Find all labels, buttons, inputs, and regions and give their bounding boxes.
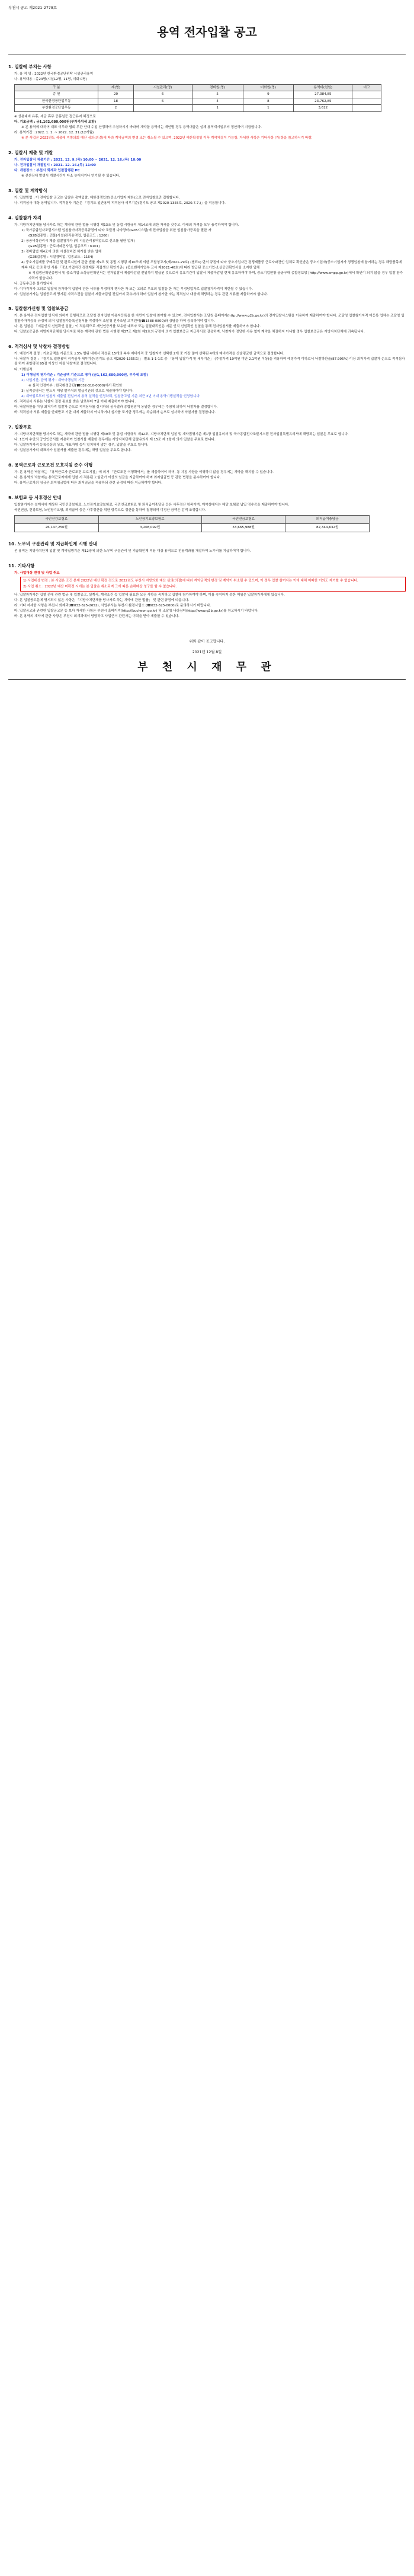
table-header: 비고 xyxy=(352,84,381,91)
personnel-table xyxy=(14,84,381,112)
table-header: 퇴직급여충당금 xyxy=(285,516,370,524)
table-cell: 5 xyxy=(192,91,243,98)
s3-line: 가. 입찰방법 : 이 전자입찰 공고는 입찰은 총액입찰, 제한경쟁입찰(중소기업자 제한)으로 전자입찰로만 집행합니다. xyxy=(14,196,180,200)
table-header: 경비원(명) xyxy=(192,84,243,91)
s11-line: 2) 사업 취소 : 2022년 예산 미확정 시에는 본 입찰은 취소되며 그에 따른 손해배상 청구를 할 수 없습니다. xyxy=(23,584,177,589)
section-1-title: 1. 입찰에 부치는 사항 xyxy=(8,64,52,69)
section-9 xyxy=(8,494,406,533)
s6-line: 마. 낙찰하한율 이상 최저가격 입찰자 순으로 적격심사를 실시하되 심사결과 종합평점이 동일한 경우에는 추첨에 의하여 낙찰자를 결정합니다. xyxy=(14,405,218,410)
table-row xyxy=(15,91,381,98)
s11-line: 가. 사업대상 변경 및 사업 취소 xyxy=(14,571,60,575)
section-11-title: 11. 기타사항 xyxy=(8,562,35,568)
table-cell xyxy=(352,98,381,105)
section-10 xyxy=(8,541,406,554)
table-cell: 4 xyxy=(192,98,243,105)
table-cell: 82,344,632원 xyxy=(285,524,370,532)
s5-line: 다. 입찰보증금은 지방자치단체를 당사자로 하는 계약에 관한 법률 시행령 제37조 제2항 제5호의 규정에 의거 입찰보증금 지급각서로 갈음하며, 낙찰자가 정당한 사유 없이 계약을 체결하지 아니할 경우 입찰보증금은 지방자치단체에 귀속됩니다. xyxy=(14,330,365,334)
s6-line: 1) 이행실적 평가기준 : 기준금액 기준으로 평가 (금1,162,680,000원, 부가세 포함) xyxy=(21,373,148,377)
s8-line: 다. 용역근로자의 임금은 최저임금법에 따른 최저임금을 적용하되 관련 규정에 따라 지급하여야 합니다. xyxy=(14,481,163,485)
table-cell: 3,622 xyxy=(294,105,352,112)
s8-line: 나. 본 용역의 낙찰자는 용역근로자에게 입찰 시 적용된 노임단가 이상의 임금을 지급하여야 하며 최저임금법 등 관련 법령을 준수하여야 합니다. xyxy=(14,475,221,480)
section-2 xyxy=(8,149,406,179)
table-cell: 총 원 xyxy=(15,91,98,98)
section-4 xyxy=(8,215,406,298)
s4-line: 나. 공동수급은 불가합니다. xyxy=(14,282,54,286)
s1-line: 나. 용역내용 : 총23명(시설12명, 11명, 미화 0명) xyxy=(14,78,87,82)
section-4-title: 4. 입찰참가 자격 xyxy=(8,215,41,220)
s6-line: 다. 이행실적 xyxy=(14,367,33,372)
section-8 xyxy=(8,462,406,486)
s11-line: 라. 기타 자세한 사항은 부천시 회계과(☎032-625-2652), 사업부서는 부천시 환경사업소 (☎032-625-0000)로 문의하시기 바랍니다. xyxy=(14,603,211,608)
s4-line: (G2B업종명 : 근로자파견사업, 업종코드 : 6101) xyxy=(28,244,100,248)
table-cell xyxy=(352,105,381,112)
table-cell: 6 xyxy=(133,98,192,105)
table-cell xyxy=(133,105,192,112)
s4-line: (G2B업종명 : 시설경비업, 업종코드 : 1164) xyxy=(28,255,94,260)
table-row xyxy=(15,524,370,532)
section-7 xyxy=(8,424,406,453)
table-header: 계(명) xyxy=(98,84,133,91)
bottom-divider xyxy=(8,679,406,680)
s4-line: 다. 이자격자가 고의로 입찰에 참가하여 입찰에 관한 서류를 부정하게 행사한 자 또는 고의로 무효의 입찰을 한 자는 부정당업자로 입찰참가자격이 제한될 수 있습니다. xyxy=(14,287,253,291)
table-cell: 1 xyxy=(192,105,243,112)
section-6-title: 6. 적격심사 및 낙찰자 결정방법 xyxy=(8,343,70,349)
table-row xyxy=(15,105,381,112)
section-1 xyxy=(8,63,406,141)
s6-line: 나. 낙찰자 결정 : 「경기도 일반용역 적격심사 세부기준(경기도 공고 제2020-1355호)」 별표 1-1-1호 중 「용역 입찰가격 및 세부기준」 (추정가격 10억원 미만 2.1억원 이상)을 적용하여 예정가격 이하로서 낙찰하한율(87.995%) 이상 최저가격 입찰자 순으로 적격심사를 하여 종합평점 95점 이상인 자를 낙찰자로 결정합니다. xyxy=(14,357,405,366)
section-11 xyxy=(8,562,406,619)
s6-line: 바. 적격심사 서류 제출을 안내받고 기한 내에 제출하지 아니하거나 심사를 포기한 경우에는 차순위자 순으로 심사하여 낙찰자를 결정합니다. xyxy=(14,411,216,415)
s4-line: 4) 중소기업제품 구매촉진 및 판로지원에 관한 법률 제9조 및 동법 시행령 제10조에 의한 조달청고시(제2021-29호) (별표1) 단서 규정에 따라 중소기업자간 경쟁제품중 근로자파견인 업체로 확인받은 중소기업자(중소기업자가 경쟁입찰에 참여하는 경우 해당품목에 계속 제조 등의 확인 서류 「중소기업자간 경쟁제품 직접생산 확인기준」(중소벤처기업부 고시 제2021-46호)에 따라 발급된 중소기업·소상공인확인서를 소지한 업체 xyxy=(21,261,402,270)
notice-date: 2021년 12월 8일 xyxy=(192,650,222,655)
section-3 xyxy=(8,187,406,206)
s4-line: 2) 공공비상관리시 제출 입찰참가자 (위 시설관리용역업으로 신고를 필한 업체) xyxy=(21,239,135,243)
s11-line: 바. 본 용역의 계약에 관한 사항은 부천시 회계과에서 담당하고 사업근거 관련자는 이력을 받아 제출할 수 있습니다. xyxy=(14,615,179,618)
section-6 xyxy=(8,343,406,416)
s6-line: 라. 적격심사 서류는 낙찰자 결정 통보를 받은 날로부터 7일 이내 제출하여야 합니다. xyxy=(14,400,136,404)
s10-line: 본 용역은 지방자치단체 입찰 및 계약집행기준 제12장에 의한 노무비 구분관리 및 지급확인제 적용 대상 용역으로 전용계좌를 개설하여 노무비를 지급하여야 합니다. xyxy=(14,549,251,554)
service-period: 라. 용역기간 : 2022. 1. 1. ~ 2022. 12. 31.(12개월) xyxy=(14,131,94,135)
section-7-title: 7. 입찰무효 xyxy=(8,424,32,430)
s1-line: 가. 용 역 명 : 2022년 한국환경공단위탁 시설관리용역 xyxy=(14,72,94,76)
s4-line: 라. 입찰참가자는 입찰공고에 명시된 자격요건을 입찰서 제출마감일 전일까지 갖추어야 하며 입찰에 참가한 자는 적격심사 대상에 해당하는 경우 관련 서류를 제출하여야 합니다. xyxy=(14,292,268,296)
table-cell: 6 xyxy=(133,91,192,98)
section-5 xyxy=(8,305,406,334)
table-header: 시설관리(명) xyxy=(133,84,192,91)
s7-line: 라. 입찰참가자의 대표자가 입찰서를 제출한 경우에는 해당 입찰을 무효로 합니다. xyxy=(14,449,131,453)
table-cell: 26,147,256원 xyxy=(15,524,99,532)
table-cell: 23,762,85 xyxy=(294,98,352,105)
section-9-title: 9. 보험료 등 사후정산 안내 xyxy=(8,494,62,500)
table-cell: 9 xyxy=(243,91,294,98)
s6-line: 2) 사업기간, 금액 평가 : 계약이행실적 기간 xyxy=(21,378,85,382)
table-header: 국민연금보험료 xyxy=(201,516,285,524)
s3-line: 나. 적격심사 대상 용역입니다. 적격심사 기준은 「경기도 일반용역 적격심사 세부기준(경기도 공고 제2020-1355호, 2020.7.7.)」을 적용합니다. xyxy=(14,202,226,205)
s5-line: 나. 본 입찰은 「지문인식 신원확인 입찰」이 적용되므로 개인인증서를 보유한 대표자 또는 입찰대리인은 지문 인식 신원확인 입찰을 통해 전자입찰서를 제출하여야 합니다. xyxy=(14,325,261,329)
table-cell xyxy=(352,91,381,98)
s11-line: 나. 입찰참가자는 입찰 전에 관련 법규 및 입찰공고, 설계서, 계약조건 등 입찰에 필요한 모든 사항을 숙지하고 입찰에 참가하여야 하며, 이를 숙지하지 못한 책임은 입찰참가자에게 있습니다. xyxy=(14,593,285,597)
notice-number: 부천시 공고 제2021-2778호 xyxy=(8,5,57,10)
table-cell: 한국환경공단업무동 xyxy=(15,98,98,105)
table-cell: 20 xyxy=(98,91,133,98)
table-cell: 2 xyxy=(98,105,133,112)
s8-line: 가. 본 용역은 낙찰자는 「용역근로자 근로조건 보호지침」에 의거 「근로조건 이행확약서」를 제출하여야 하며, 동 지침 사항을 이행하지 않을 경우에는 계약을 해지할 수 있습니다. xyxy=(14,470,274,474)
base-amount: 다. 기초금액 : 금1,162,680,000원(부가가치세 포함) xyxy=(14,120,97,124)
insurance-table xyxy=(14,515,370,532)
s4-line: 1) 국가종합전자조달시스템 입찰참가자격등록규정에 따라 조달청 나라장터(G2B시스템)에 전자입찰을 위한 입찰참가등록을 필한 자 xyxy=(21,228,211,232)
section-8-title: 8. 용역근로자 근로조건 보호지침 준수 이행 xyxy=(8,462,93,468)
budget-warning: ※ 본 사업은 2022년도 세출에 지방의회 예산 심의(의결)에 따라 계약금액의 변경 또는 취소될 수 있으며, 2022년 예산확정일 이후 계약체결이 가능함. 자세한 사항은 기타사항 (가)항을 참고하시기 바람. xyxy=(21,136,313,140)
table-cell: 33,665,988원 xyxy=(201,524,285,532)
page-title: 용역 전자입찰 공고 xyxy=(157,25,257,39)
s7-line: 가. 지방자치단체를 당사자로 하는 계약에 관한 법률 시행령 제39조 및 동법 시행규칙 제42조, 지방자치단체 입찰 및 계약집행기준 제1장 입찰유의서 및 국가종합전자조달시스템 전자입찰특별유의서에 해당되는 입찰은 무효로 합니다. xyxy=(14,432,349,436)
s4-line: ※ 직접생산확인증명서 및 중소기업·소상공인확인서는 전자입찰서 제출마감일 전일까지 발급된 것으로서 유효기간이 입찰서 제출마감일 현재 유효하여야 하며, 중소기업현황 공공구매 종합정보망 [http://www.smpp.go.kr]에서 확인이 되지 않을 경우 입찰 참가자격이 없습니다. xyxy=(28,271,403,280)
s11-line: 1) 사업대상 변경 : 본 사업은 조건 본계 2022년 예산 확정 전으로 2022년도 부천시 지방의회 예산 심의(의결)에 따라 계약금액의 변경 및 계약이 취소될 수 있으며, 이 경우 입찰 참여자는 이에 대해 어떠한 이의도 제기할 수 없습니다. xyxy=(23,579,358,583)
s1-line: ※ 본 용역에 대하여 대표 이무와 협회 무관 안내 수입 산정하여 추첨하시기 바라며 계약할 용역비는 개인별 경우 용역대금은 실제 용역계시일부터 정산하여 지급합니다. xyxy=(21,126,262,130)
s4-line: (G2B업종명 : 건물(시설)관리용역업, 업종코드 : 1260) xyxy=(28,234,109,238)
table-cell: 8 xyxy=(243,98,294,105)
budget-condition-box xyxy=(20,577,406,591)
s7-line: 다. 입찰참가자격 등록증상의 상호, 대표자명 등이 일치하지 않는 경우, 입찰을 무효로 합니다. xyxy=(14,443,149,448)
s7-line: 나. 1인이 수인의 공인인증서를 저용하여 입찰서를 제출한 경우에는 지방자치단체 입찰유의서 제 15조 제 1항에 의거 입찰을 무효로 합니다. xyxy=(14,438,216,442)
s9-line: 입찰참가자는 설계서에 계상된 국민건강보험료, 노인장기요양보험료, 국민연금보험료 및 퇴직급여충당금 등은 사후정산 항목이며, 계약상대자는 해당 보험료 납입 영수증을 제출하여야 합니다. xyxy=(14,503,290,507)
s4-line: 3) 경비업법 제4조에 의한 시설경비업 허가를 받은 업체 xyxy=(21,250,102,254)
table-cell: 1 xyxy=(243,105,294,112)
section-3-title: 3. 입찰 및 계약방식 xyxy=(8,187,47,193)
table-cell: 18 xyxy=(98,98,133,105)
table-cell: 부천환경공단업무동 xyxy=(15,105,98,112)
closing-statement: 위와 같이 공고합니다. xyxy=(189,639,225,644)
table-note: ※ 상용대비 유휴, 세금 휴무 공휴일등 접근유지 혜정으로 xyxy=(14,115,96,119)
table-header: 미화원(명) xyxy=(243,84,294,91)
table-cell: 3,208,092원 xyxy=(98,524,201,532)
table-header: 구 분 xyxy=(15,84,98,91)
section-5-title: 5. 입찰참가신청 및 입찰보증금 xyxy=(8,306,69,312)
table-cell: 27,384,85 xyxy=(294,91,352,98)
table-header: 용역비(천원) xyxy=(294,84,352,91)
table-header: 노인장기요양보험료 xyxy=(98,516,201,524)
s4-line: 가. 지방자치단체를 당사자로 하는 계약에 관한 법률 시행령 제13조 및 동법 시행규칙 제14조에 의한 자격을 갖추고, 아래의 자격을 모두 충족하여야 합니다. xyxy=(14,223,239,227)
s11-line: 마. 입찰공고와 관련한 입찰공고문 등 보다 자세한 사항은 부천시 홈페이지(http://bucheon.go.kr) 및 조달청 나라장터(http://www.g2b.go.kr)를 참고하시기 바랍니다. xyxy=(14,609,259,613)
bid-submission-period: 가. 전자입찰서 제출기간 : 2021. 12. 9.(목) 10:00 ~ 2021. 12. 16.(목) 10:00 xyxy=(14,158,142,162)
s11-line: 다. 본 입찰공고문에 명시되지 않은 사항은 「지방자치단체를 당사자로 하는 계약에 관한 법률」 및 관련 규정에 따릅니다. xyxy=(14,598,190,602)
section-10-title: 10. 노무비 구분관리 및 지급확인제 시행 안내 xyxy=(8,541,97,547)
s6-line: 4) 계약일로부터 입찰서 제출일 전일까지 용역 실적을 인정하되, 입찰공고일 기준 최근 3년 이내 용역이행실적을 인정합니다. xyxy=(21,395,201,399)
s6-line: 3) 실적증명서는 반드시 해당 발주처의 발급기관의 것으로 제출하여야 합니다. xyxy=(21,389,134,393)
issuing-organization: 부 천 시 재 무 관 xyxy=(137,660,277,673)
section-2-title: 2. 입찰서 제출 및 개찰 xyxy=(8,150,53,156)
s6-line: 가. 예정가격 결정 : 기초금액을 기준으로 ±3% 범위 내에서 작성된 15개의 복수 예비가격 중 입찰자가 선택한 2개 중 가장 많이 선택된 4개의 예비가격을 산술평균한 금액으로 결정합니다. xyxy=(14,351,284,356)
bid-opening-place: 다. 개찰장소 : 부천시 회계과 입찰집행관 PC xyxy=(14,169,80,173)
s5-line: 가. 본 용역은 전자입찰 방식에 의하여 집행하므로 조달청 전자입찰 이용자등록을 한 자만이 입찰에 참여할 수 있으며, 전자입찰서는 조달청 홈페이지(http://www.g2b.go.kr)의 전자입찰시스템을 이용하여 제출하여야 합니다. 조달청 입찰참가자격 미등록 업체는 조달청 입찰참가자격등록 규정에 의거 입찰참가등록신청서를 작성하여 조달청 전자조달 고객센터(☎1588-0800)와 상담을 하여 등록하여야 합니다. xyxy=(14,314,405,323)
s6-line: ※ 실적 인정여부 : 한국환경공단(☎032-310-0000)에서 확인함 xyxy=(28,383,123,388)
s2-note: ※ 전산장애 발생시 개찰시간이 다소 늦어지거나 연기될 수 있습니다. xyxy=(21,174,120,178)
table-header: 국민건강보험료 xyxy=(15,516,99,524)
table-row xyxy=(15,98,381,105)
bid-opening-time: 나. 전자입찰서 개찰일시 : 2021. 12. 16.(목) 11:00 xyxy=(14,164,96,168)
s9-line: 국민연금, 건강보험, 노인장기요양, 퇴직급여 등은 사후정산을 위한 항목으로 정산을 통하여 집행되며 미정산 금액은 감액 조정합니다. xyxy=(14,508,206,512)
